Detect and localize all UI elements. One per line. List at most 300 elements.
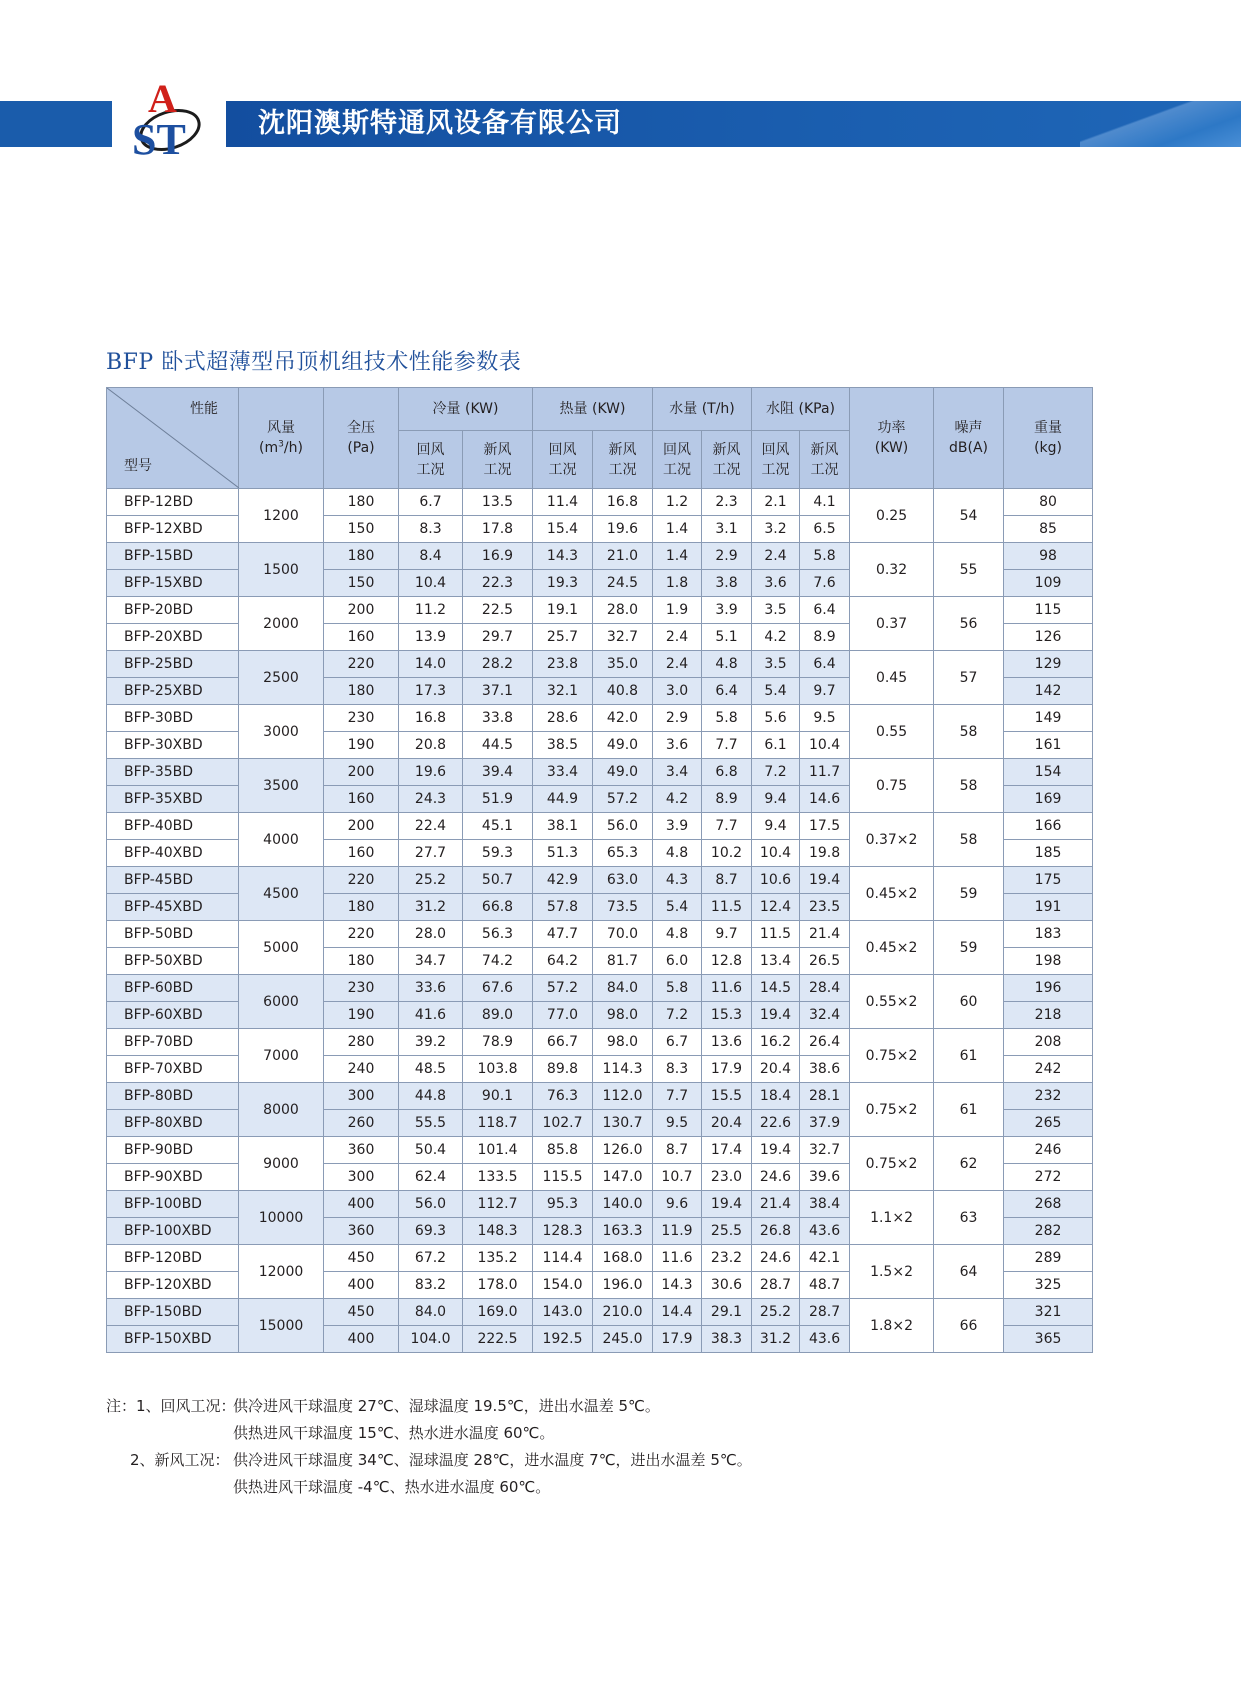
cell-water-f: 11.5 <box>702 894 752 921</box>
cell-weight: 268 <box>1004 1191 1093 1218</box>
cell-model: BFP-150BD <box>107 1299 239 1326</box>
cell-weight: 196 <box>1004 975 1093 1002</box>
cell-cool-f: 45.1 <box>463 813 533 840</box>
cell-noise: 54 <box>934 489 1004 543</box>
cell-model: BFP-45BD <box>107 867 239 894</box>
cell-weight: 109 <box>1004 570 1093 597</box>
cell-resist-f: 28.7 <box>800 1299 850 1326</box>
cell-resist-r: 28.7 <box>752 1272 800 1299</box>
cell-model: BFP-25BD <box>107 651 239 678</box>
cell-airflow: 2500 <box>239 651 324 705</box>
cell-heat-f: 56.0 <box>593 813 653 840</box>
cell-cool-r: 104.0 <box>399 1326 463 1353</box>
cell-cool-f: 50.7 <box>463 867 533 894</box>
cell-cool-f: 51.9 <box>463 786 533 813</box>
cell-water-r: 1.8 <box>653 570 702 597</box>
cell-resist-f: 39.6 <box>800 1164 850 1191</box>
cell-resist-f: 48.7 <box>800 1272 850 1299</box>
cell-heat-f: 130.7 <box>593 1110 653 1137</box>
cell-heat-r: 15.4 <box>533 516 593 543</box>
cell-resist-f: 19.8 <box>800 840 850 867</box>
cell-cool-r: 55.5 <box>399 1110 463 1137</box>
cell-weight: 191 <box>1004 894 1093 921</box>
cell-resist-f: 43.6 <box>800 1218 850 1245</box>
cell-weight: 161 <box>1004 732 1093 759</box>
cell-water-r: 3.4 <box>653 759 702 786</box>
cell-heat-f: 147.0 <box>593 1164 653 1191</box>
cell-heat-f: 168.0 <box>593 1245 653 1272</box>
cell-heat-f: 32.7 <box>593 624 653 651</box>
cell-heat-f: 114.3 <box>593 1056 653 1083</box>
cell-water-r: 1.4 <box>653 543 702 570</box>
cell-resist-f: 23.5 <box>800 894 850 921</box>
cell-water-f: 25.5 <box>702 1218 752 1245</box>
cell-resist-r: 24.6 <box>752 1245 800 1272</box>
cell-resist-f: 11.7 <box>800 759 850 786</box>
cell-pressure: 150 <box>324 516 399 543</box>
cell-model: BFP-15BD <box>107 543 239 570</box>
cell-heat-r: 89.8 <box>533 1056 593 1083</box>
cell-resist-r: 26.8 <box>752 1218 800 1245</box>
cell-model: BFP-100XBD <box>107 1218 239 1245</box>
cell-pressure: 260 <box>324 1110 399 1137</box>
cell-heat-r: 14.3 <box>533 543 593 570</box>
cell-cool-r: 33.6 <box>399 975 463 1002</box>
cell-cool-f: 222.5 <box>463 1326 533 1353</box>
cell-resist-f: 9.7 <box>800 678 850 705</box>
cell-pressure: 220 <box>324 921 399 948</box>
cell-water-r: 5.4 <box>653 894 702 921</box>
cell-pressure: 230 <box>324 975 399 1002</box>
cell-noise: 58 <box>934 705 1004 759</box>
cell-pressure: 230 <box>324 705 399 732</box>
cell-cool-f: 37.1 <box>463 678 533 705</box>
cell-weight: 246 <box>1004 1137 1093 1164</box>
cell-cool-f: 13.5 <box>463 489 533 516</box>
subheader-water-flow-fresh: 新风 工况 <box>702 431 752 489</box>
cell-water-f: 7.7 <box>702 813 752 840</box>
cell-cool-f: 101.4 <box>463 1137 533 1164</box>
cell-resist-r: 3.5 <box>752 597 800 624</box>
cell-water-r: 4.2 <box>653 786 702 813</box>
cell-cool-f: 44.5 <box>463 732 533 759</box>
cell-resist-f: 6.4 <box>800 651 850 678</box>
cell-cool-r: 34.7 <box>399 948 463 975</box>
cell-water-f: 17.4 <box>702 1137 752 1164</box>
cell-model: BFP-120BD <box>107 1245 239 1272</box>
cell-weight: 142 <box>1004 678 1093 705</box>
cell-airflow: 4500 <box>239 867 324 921</box>
cell-model: BFP-100BD <box>107 1191 239 1218</box>
cell-heat-f: 98.0 <box>593 1029 653 1056</box>
table-header <box>107 388 1093 489</box>
logo-letters-st: ST <box>132 115 186 164</box>
cell-heat-f: 112.0 <box>593 1083 653 1110</box>
cell-resist-f: 28.1 <box>800 1083 850 1110</box>
table-row <box>107 489 1093 516</box>
cell-pressure: 160 <box>324 786 399 813</box>
subheader-heating-return: 回风 工况 <box>533 431 593 489</box>
cell-airflow: 8000 <box>239 1083 324 1137</box>
logo-letter-a: A <box>148 76 177 121</box>
cell-cool-r: 14.0 <box>399 651 463 678</box>
cell-resist-r: 5.4 <box>752 678 800 705</box>
subheader-water-flow-return: 回风 工况 <box>653 431 702 489</box>
cell-weight: 85 <box>1004 516 1093 543</box>
cell-heat-f: 98.0 <box>593 1002 653 1029</box>
cell-model: BFP-30BD <box>107 705 239 732</box>
cell-power: 0.75 <box>850 759 934 813</box>
cell-heat-r: 114.4 <box>533 1245 593 1272</box>
cell-pressure: 300 <box>324 1164 399 1191</box>
cell-power: 0.32 <box>850 543 934 597</box>
cell-cool-r: 31.2 <box>399 894 463 921</box>
cell-power: 0.75×2 <box>850 1137 934 1191</box>
cell-airflow: 9000 <box>239 1137 324 1191</box>
cell-water-r: 10.7 <box>653 1164 702 1191</box>
cell-noise: 61 <box>934 1083 1004 1137</box>
cell-resist-r: 22.6 <box>752 1110 800 1137</box>
cell-cool-f: 33.8 <box>463 705 533 732</box>
cell-cool-r: 24.3 <box>399 786 463 813</box>
cell-model: BFP-60BD <box>107 975 239 1002</box>
cell-water-r: 6.0 <box>653 948 702 975</box>
cell-weight: 129 <box>1004 651 1093 678</box>
spec-table <box>106 387 1093 1353</box>
cell-heat-r: 85.8 <box>533 1137 593 1164</box>
cell-cool-r: 17.3 <box>399 678 463 705</box>
cell-water-r: 2.4 <box>653 624 702 651</box>
cell-cool-f: 28.2 <box>463 651 533 678</box>
cell-heat-r: 115.5 <box>533 1164 593 1191</box>
cell-cool-r: 6.7 <box>399 489 463 516</box>
cell-resist-r: 4.2 <box>752 624 800 651</box>
cell-heat-f: 24.5 <box>593 570 653 597</box>
cell-resist-f: 26.4 <box>800 1029 850 1056</box>
cell-airflow: 3500 <box>239 759 324 813</box>
cell-heat-r: 38.5 <box>533 732 593 759</box>
header-perf-label: 性能 <box>190 401 218 417</box>
cell-water-f: 6.8 <box>702 759 752 786</box>
table-row <box>107 597 1093 624</box>
cell-resist-r: 18.4 <box>752 1083 800 1110</box>
cell-heat-f: 65.3 <box>593 840 653 867</box>
cell-water-f: 23.0 <box>702 1164 752 1191</box>
note-text: 供热进风干球温度 -4℃、热水进水温度 60℃。 <box>233 1478 551 1496</box>
cell-resist-f: 38.4 <box>800 1191 850 1218</box>
cell-cool-r: 56.0 <box>399 1191 463 1218</box>
note-text: 供热进风干球温度 15℃、热水进水温度 60℃。 <box>233 1424 555 1442</box>
cell-resist-f: 32.7 <box>800 1137 850 1164</box>
cell-water-r: 4.8 <box>653 840 702 867</box>
cell-cool-f: 17.8 <box>463 516 533 543</box>
cell-cool-r: 83.2 <box>399 1272 463 1299</box>
header-band-accent <box>1080 101 1241 147</box>
cell-cool-r: 22.4 <box>399 813 463 840</box>
cell-pressure: 240 <box>324 1056 399 1083</box>
cell-resist-r: 25.2 <box>752 1299 800 1326</box>
cell-resist-r: 14.5 <box>752 975 800 1002</box>
cell-pressure: 200 <box>324 813 399 840</box>
cell-model: BFP-35XBD <box>107 786 239 813</box>
cell-water-r: 14.4 <box>653 1299 702 1326</box>
cell-cool-f: 89.0 <box>463 1002 533 1029</box>
cell-resist-r: 2.1 <box>752 489 800 516</box>
cell-airflow: 1200 <box>239 489 324 543</box>
cell-resist-f: 19.4 <box>800 867 850 894</box>
cell-power: 0.45 <box>850 651 934 705</box>
cell-model: BFP-15XBD <box>107 570 239 597</box>
cell-model: BFP-45XBD <box>107 894 239 921</box>
table-body <box>107 489 1093 1353</box>
cell-water-f: 7.7 <box>702 732 752 759</box>
cell-model: BFP-90BD <box>107 1137 239 1164</box>
cell-cool-r: 48.5 <box>399 1056 463 1083</box>
cell-resist-r: 19.4 <box>752 1137 800 1164</box>
cell-resist-f: 17.5 <box>800 813 850 840</box>
cell-cool-f: 90.1 <box>463 1083 533 1110</box>
cell-power: 0.37×2 <box>850 813 934 867</box>
cell-weight: 149 <box>1004 705 1093 732</box>
cell-cool-r: 28.0 <box>399 921 463 948</box>
cell-water-r: 11.6 <box>653 1245 702 1272</box>
cell-resist-f: 7.6 <box>800 570 850 597</box>
cell-cool-f: 39.4 <box>463 759 533 786</box>
cell-cool-f: 66.8 <box>463 894 533 921</box>
header-model-label: 型号 <box>124 458 152 474</box>
cell-cool-f: 16.9 <box>463 543 533 570</box>
table-title: BFP 卧式超薄型吊顶机组技术性能参数表 <box>106 350 522 375</box>
cell-power: 0.75×2 <box>850 1083 934 1137</box>
cell-water-r: 3.0 <box>653 678 702 705</box>
cell-resist-f: 6.4 <box>800 597 850 624</box>
cell-heat-r: 77.0 <box>533 1002 593 1029</box>
cell-resist-r: 9.4 <box>752 813 800 840</box>
cell-cool-r: 39.2 <box>399 1029 463 1056</box>
cell-airflow: 1500 <box>239 543 324 597</box>
cell-model: BFP-60XBD <box>107 1002 239 1029</box>
cell-water-f: 4.8 <box>702 651 752 678</box>
cell-cool-r: 44.8 <box>399 1083 463 1110</box>
cell-resist-f: 32.4 <box>800 1002 850 1029</box>
cell-pressure: 300 <box>324 1083 399 1110</box>
cell-water-r: 4.3 <box>653 867 702 894</box>
cell-pressure: 220 <box>324 867 399 894</box>
cell-airflow: 2000 <box>239 597 324 651</box>
cell-pressure: 200 <box>324 759 399 786</box>
cell-heat-r: 128.3 <box>533 1218 593 1245</box>
table-row <box>107 1029 1093 1056</box>
cell-water-r: 3.6 <box>653 732 702 759</box>
cell-water-f: 8.9 <box>702 786 752 813</box>
cell-cool-r: 27.7 <box>399 840 463 867</box>
cell-water-f: 2.9 <box>702 543 752 570</box>
cell-heat-r: 57.2 <box>533 975 593 1002</box>
cell-cool-f: 59.3 <box>463 840 533 867</box>
cell-resist-r: 6.1 <box>752 732 800 759</box>
cell-water-f: 15.3 <box>702 1002 752 1029</box>
cell-pressure: 200 <box>324 597 399 624</box>
cell-resist-r: 31.2 <box>752 1326 800 1353</box>
cell-cool-f: 29.7 <box>463 624 533 651</box>
cell-heat-r: 143.0 <box>533 1299 593 1326</box>
cell-water-r: 7.7 <box>653 1083 702 1110</box>
cell-resist-r: 24.6 <box>752 1164 800 1191</box>
cell-cool-f: 103.8 <box>463 1056 533 1083</box>
cell-heat-f: 49.0 <box>593 759 653 786</box>
cell-resist-f: 5.8 <box>800 543 850 570</box>
cell-resist-f: 9.5 <box>800 705 850 732</box>
cell-pressure: 180 <box>324 678 399 705</box>
cell-water-r: 8.3 <box>653 1056 702 1083</box>
cell-resist-r: 11.5 <box>752 921 800 948</box>
cell-heat-r: 102.7 <box>533 1110 593 1137</box>
cell-airflow: 10000 <box>239 1191 324 1245</box>
cell-model: BFP-35BD <box>107 759 239 786</box>
cell-model: BFP-50XBD <box>107 948 239 975</box>
cell-model: BFP-12BD <box>107 489 239 516</box>
cell-power: 1.5×2 <box>850 1245 934 1299</box>
cell-water-r: 3.9 <box>653 813 702 840</box>
cell-water-f: 10.2 <box>702 840 752 867</box>
header-band-left <box>0 101 112 147</box>
cell-water-f: 38.3 <box>702 1326 752 1353</box>
table-row <box>107 1083 1093 1110</box>
cell-model: BFP-80BD <box>107 1083 239 1110</box>
cell-resist-f: 10.4 <box>800 732 850 759</box>
cell-airflow: 5000 <box>239 921 324 975</box>
cell-heat-f: 84.0 <box>593 975 653 1002</box>
cell-weight: 289 <box>1004 1245 1093 1272</box>
cell-cool-f: 78.9 <box>463 1029 533 1056</box>
cell-resist-r: 10.6 <box>752 867 800 894</box>
cell-airflow: 12000 <box>239 1245 324 1299</box>
cell-resist-r: 7.2 <box>752 759 800 786</box>
table-row <box>107 813 1093 840</box>
table-row <box>107 543 1093 570</box>
cell-resist-f: 14.6 <box>800 786 850 813</box>
cell-pressure: 400 <box>324 1272 399 1299</box>
cell-water-f: 8.7 <box>702 867 752 894</box>
cell-heat-f: 28.0 <box>593 597 653 624</box>
table-row <box>107 705 1093 732</box>
subheader-water-resistance-fresh: 新风 工况 <box>800 431 850 489</box>
cell-airflow: 3000 <box>239 705 324 759</box>
cell-resist-r: 13.4 <box>752 948 800 975</box>
cell-water-f: 9.7 <box>702 921 752 948</box>
cell-model: BFP-90XBD <box>107 1164 239 1191</box>
cell-heat-f: 35.0 <box>593 651 653 678</box>
cell-heat-r: 57.8 <box>533 894 593 921</box>
cell-water-f: 29.1 <box>702 1299 752 1326</box>
cell-weight: 321 <box>1004 1299 1093 1326</box>
cell-resist-f: 43.6 <box>800 1326 850 1353</box>
cell-resist-r: 3.5 <box>752 651 800 678</box>
header-airflow: 风量 $(m^3/h)$ <box>239 388 324 489</box>
cell-weight: 166 <box>1004 813 1093 840</box>
cell-water-r: 2.4 <box>653 651 702 678</box>
cell-heat-r: 11.4 <box>533 489 593 516</box>
cell-water-f: 3.9 <box>702 597 752 624</box>
cell-heat-f: 57.2 <box>593 786 653 813</box>
cell-weight: 242 <box>1004 1056 1093 1083</box>
cell-weight: 185 <box>1004 840 1093 867</box>
table-row <box>107 1191 1093 1218</box>
header-weight: 重量 (kg) <box>1004 388 1093 489</box>
cell-power: 0.45×2 <box>850 867 934 921</box>
cell-water-r: 2.9 <box>653 705 702 732</box>
cell-cool-r: 41.6 <box>399 1002 463 1029</box>
cell-noise: 63 <box>934 1191 1004 1245</box>
cell-water-f: 12.8 <box>702 948 752 975</box>
cell-water-f: 3.8 <box>702 570 752 597</box>
header-diagonal-cell <box>107 388 239 489</box>
cell-weight: 126 <box>1004 624 1093 651</box>
cell-heat-r: 95.3 <box>533 1191 593 1218</box>
table-row <box>107 1299 1093 1326</box>
cell-resist-r: 3.6 <box>752 570 800 597</box>
cell-pressure: 450 <box>324 1299 399 1326</box>
company-logo <box>126 74 226 170</box>
cell-water-f: 3.1 <box>702 516 752 543</box>
cell-heat-f: 163.3 <box>593 1218 653 1245</box>
cell-resist-r: 2.4 <box>752 543 800 570</box>
cell-noise: 57 <box>934 651 1004 705</box>
subheader-water-resistance-return: 回风 工况 <box>752 431 800 489</box>
cell-noise: 64 <box>934 1245 1004 1299</box>
cell-heat-r: 154.0 <box>533 1272 593 1299</box>
cell-weight: 198 <box>1004 948 1093 975</box>
cell-pressure: 180 <box>324 948 399 975</box>
cell-cool-r: 25.2 <box>399 867 463 894</box>
cell-pressure: 190 <box>324 1002 399 1029</box>
table-row <box>107 975 1093 1002</box>
cell-heat-r: 66.7 <box>533 1029 593 1056</box>
cell-resist-r: 3.2 <box>752 516 800 543</box>
cell-model: BFP-70XBD <box>107 1056 239 1083</box>
cell-resist-f: 8.9 <box>800 624 850 651</box>
cell-pressure: 280 <box>324 1029 399 1056</box>
cell-weight: 154 <box>1004 759 1093 786</box>
cell-resist-f: 26.5 <box>800 948 850 975</box>
cell-cool-r: 62.4 <box>399 1164 463 1191</box>
cell-heat-f: 19.6 <box>593 516 653 543</box>
cell-noise: 59 <box>934 921 1004 975</box>
cell-resist-r: 12.4 <box>752 894 800 921</box>
cell-resist-f: 21.4 <box>800 921 850 948</box>
cell-airflow: 4000 <box>239 813 324 867</box>
cell-model: BFP-40BD <box>107 813 239 840</box>
cell-pressure: 150 <box>324 570 399 597</box>
cell-airflow: 6000 <box>239 975 324 1029</box>
cell-resist-r: 9.4 <box>752 786 800 813</box>
cell-pressure: 360 <box>324 1218 399 1245</box>
cell-heat-f: 70.0 <box>593 921 653 948</box>
cell-cool-f: 112.7 <box>463 1191 533 1218</box>
cell-heat-f: 40.8 <box>593 678 653 705</box>
cell-heat-r: 42.9 <box>533 867 593 894</box>
cell-resist-f: 38.6 <box>800 1056 850 1083</box>
cell-heat-f: 63.0 <box>593 867 653 894</box>
cell-cool-r: 20.8 <box>399 732 463 759</box>
cell-resist-f: 4.1 <box>800 489 850 516</box>
cell-water-f: 20.4 <box>702 1110 752 1137</box>
cell-heat-f: 81.7 <box>593 948 653 975</box>
cell-heat-r: 19.1 <box>533 597 593 624</box>
cell-weight: 169 <box>1004 786 1093 813</box>
cell-cool-r: 67.2 <box>399 1245 463 1272</box>
header-noise: 噪声 dB(A) <box>934 388 1004 489</box>
